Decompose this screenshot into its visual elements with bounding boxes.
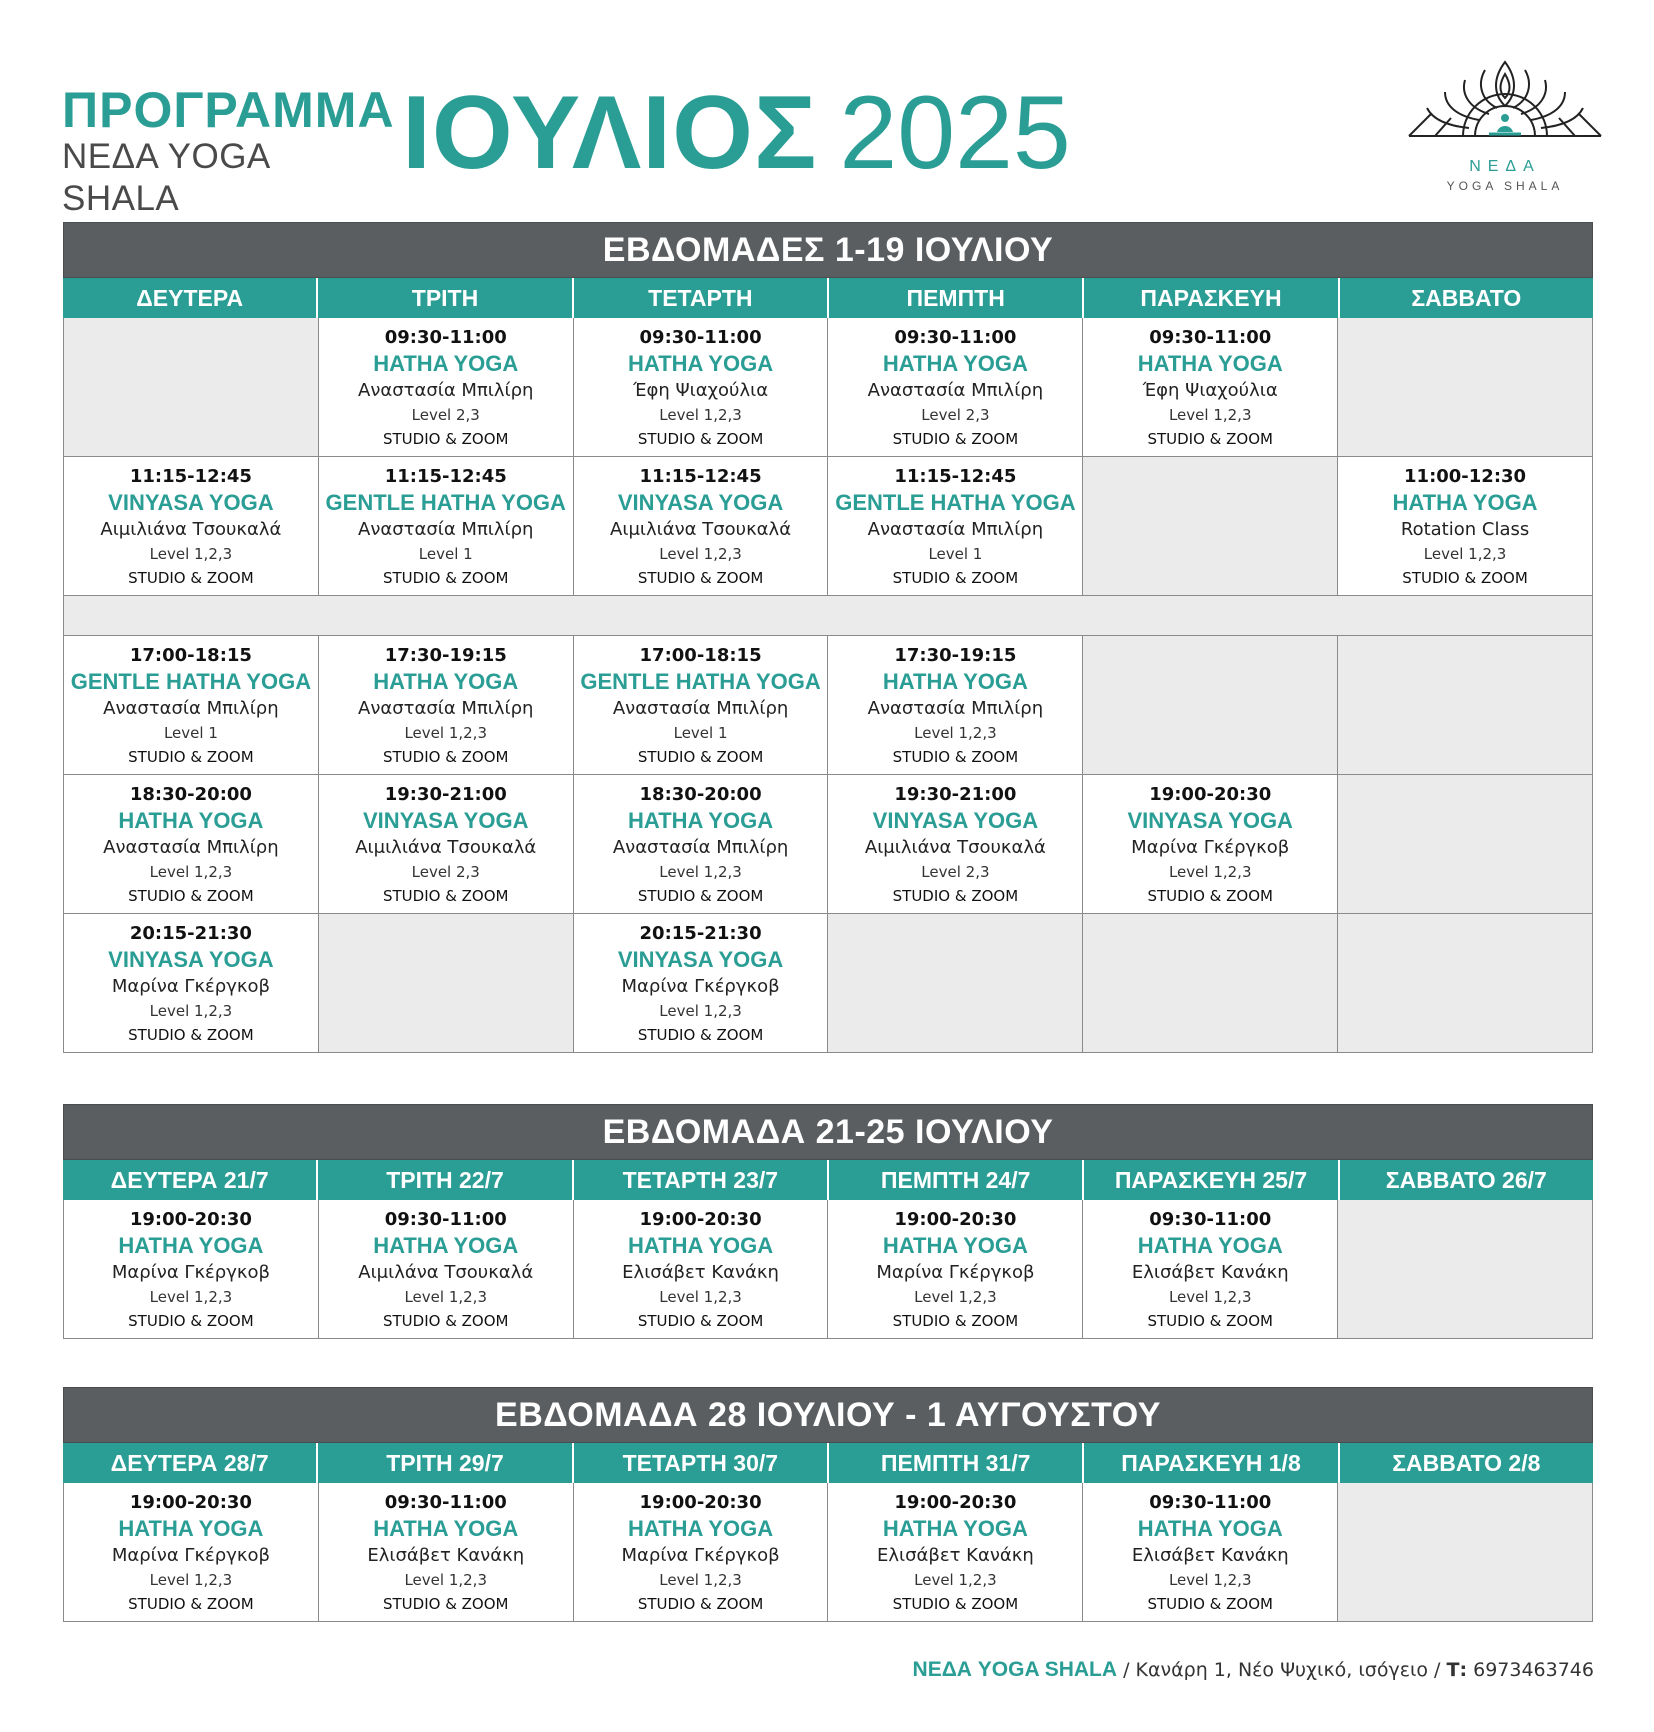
week-table-1-19 [63, 222, 1593, 1053]
class-name: HATHA YOGA [1392, 490, 1538, 515]
class-level: Level 1,2,3 [1168, 1571, 1252, 1589]
schedule-row [63, 636, 1593, 775]
class-time: 09:30-11:00 [384, 1492, 507, 1513]
day-header-row [63, 1160, 1593, 1200]
class-level: Level 1,2,3 [914, 724, 997, 742]
class-name: HATHA YOGA [628, 1516, 774, 1541]
class-level: Level 1 [673, 724, 728, 742]
class-mode: STUDIO & ZOOM [637, 887, 764, 905]
class-teacher: Αναστασία Μπιλίρη [103, 698, 279, 719]
empty-slot [1083, 914, 1338, 1053]
page-title [402, 75, 1071, 219]
schedule-row [63, 775, 1593, 914]
class-name: HATHA YOGA [882, 669, 1028, 694]
class-level: Level 1,2,3 [149, 1571, 233, 1589]
class-level: Level 1,2,3 [659, 545, 742, 563]
class-slot [1083, 318, 1338, 457]
class-level: Level 1 [163, 724, 218, 742]
class-time: 18:30-20:00 [129, 784, 252, 805]
schedule-row [63, 1200, 1593, 1339]
header-block [62, 82, 395, 220]
schedule-row [63, 318, 1593, 457]
class-name: VINYASA YOGA [617, 947, 784, 972]
class-level: Level 1,2,3 [1168, 863, 1252, 881]
class-mode: STUDIO & ZOOM [128, 569, 254, 587]
class-teacher: Μαρίνα Γκέργκοβ [876, 1262, 1035, 1283]
class-teacher: Έφη Ψιαχούλια [633, 380, 769, 401]
class-name: HATHA YOGA [373, 1516, 519, 1541]
class-name: HATHA YOGA [118, 1516, 264, 1541]
class-level: Level 1,2,3 [659, 1002, 742, 1020]
class-mode: STUDIO & ZOOM [892, 1595, 1019, 1613]
class-slot [574, 1483, 829, 1622]
empty-slot [1338, 1483, 1593, 1622]
class-teacher: Μαρίνα Γκέργκοβ [1131, 837, 1290, 858]
empty-slot [1338, 914, 1593, 1053]
class-teacher: Αναστασία Μπιλίρη [358, 380, 534, 401]
class-mode: STUDIO & ZOOM [637, 430, 764, 448]
empty-slot [1338, 636, 1593, 775]
empty-slot [64, 318, 319, 457]
class-time: 11:15-12:45 [384, 466, 507, 487]
day-header: ΠΕΜΠΤΗ 24/7 [829, 1160, 1084, 1200]
logo-name: ΝΕΔΑ [1469, 158, 1541, 175]
class-name: HATHA YOGA [373, 1233, 519, 1258]
empty-slot [1083, 636, 1338, 775]
class-time: 09:30-11:00 [894, 327, 1017, 348]
schedule-row [63, 1483, 1593, 1622]
class-teacher: Αναστασία Μπιλίρη [612, 837, 789, 858]
class-slot [64, 457, 319, 596]
class-mode: STUDIO & ZOOM [382, 569, 509, 587]
class-name: HATHA YOGA [628, 1233, 774, 1258]
class-teacher: Αναστασία Μπιλίρη [103, 837, 279, 858]
class-teacher: Ελισάβετ Κανάκη [1131, 1262, 1289, 1283]
class-slot [828, 1200, 1083, 1339]
class-slot [319, 318, 574, 457]
class-mode: STUDIO & ZOOM [892, 748, 1019, 766]
class-mode: STUDIO & ZOOM [892, 1312, 1019, 1330]
class-teacher: Αιμιλιάνα Τσουκαλά [610, 519, 792, 540]
class-mode: STUDIO & ZOOM [128, 887, 254, 905]
class-mode: STUDIO & ZOOM [892, 569, 1019, 587]
class-teacher: Μαρίνα Γκέργκοβ [621, 976, 780, 997]
footer-address: Κανάρη 1, Νέο Ψυχικό, ισόγειο [1135, 1659, 1429, 1681]
class-slot [828, 775, 1083, 914]
class-name: HATHA YOGA [1137, 1516, 1283, 1541]
class-level: Level 1,2,3 [149, 863, 233, 881]
day-header: ΤΕΤΑΡΤΗ 23/7 [574, 1160, 829, 1200]
day-header: ΔΕΥΤΕΡΑ 21/7 [63, 1160, 318, 1200]
class-slot [64, 914, 319, 1053]
class-teacher: Rotation Class [1400, 519, 1530, 540]
class-name: GENTLE HATHA YOGA [835, 490, 1076, 515]
class-mode: STUDIO & ZOOM [892, 430, 1019, 448]
schedule-row [63, 914, 1593, 1053]
class-time: 20:15-21:30 [639, 923, 762, 944]
class-name: HATHA YOGA [882, 351, 1028, 376]
class-name: VINYASA YOGA [872, 808, 1039, 833]
class-slot [828, 1483, 1083, 1622]
class-time: 19:00-20:30 [894, 1492, 1017, 1513]
class-level: Level 1,2,3 [659, 406, 742, 424]
class-teacher: Μαρίνα Γκέργκοβ [111, 976, 270, 997]
class-slot [1083, 1483, 1338, 1622]
class-time: 18:30-20:00 [639, 784, 762, 805]
empty-slot [1338, 1200, 1593, 1339]
class-name: GENTLE HATHA YOGA [325, 490, 566, 515]
day-header: ΣΑΒΒΑΤΟ [1411, 284, 1522, 311]
class-slot [574, 914, 829, 1053]
class-mode: STUDIO & ZOOM [128, 748, 254, 766]
day-header: ΠΕΜΠΤΗ 31/7 [829, 1443, 1084, 1483]
class-slot [319, 1483, 574, 1622]
day-header: ΣΑΒΒΑΤΟ 2/8 [1392, 1449, 1541, 1476]
class-teacher: Αναστασία Μπιλίρη [867, 519, 1044, 540]
class-mode: STUDIO & ZOOM [1147, 1595, 1273, 1613]
month-name: ΙΟΥΛΙΟΣ [402, 75, 818, 191]
class-level: Level 1 [928, 545, 983, 563]
class-mode: STUDIO & ZOOM [128, 1026, 254, 1044]
class-name: GENTLE HATHA YOGA [70, 669, 312, 694]
logo [1400, 52, 1610, 202]
class-time: 19:00-20:30 [639, 1492, 762, 1513]
class-name: HATHA YOGA [373, 669, 519, 694]
class-slot [574, 636, 829, 775]
week-title: ΕΒΔΟΜΑΔΑ 21-25 ΙΟΥΛΙΟΥ [63, 1104, 1593, 1160]
class-name: HATHA YOGA [628, 351, 774, 376]
schedule-row [63, 457, 1593, 596]
empty-slot [1338, 775, 1593, 914]
empty-slot [319, 914, 574, 1053]
class-slot [828, 318, 1083, 457]
class-mode: STUDIO & ZOOM [382, 1595, 509, 1613]
class-time: 11:15-12:45 [129, 466, 252, 487]
class-mode: STUDIO & ZOOM [382, 748, 509, 766]
class-time: 19:30-21:00 [894, 784, 1017, 805]
class-time: 19:00-20:30 [1149, 784, 1272, 805]
program-label: ΠΡΟΓΡΑΜΜΑ [62, 82, 395, 138]
class-slot [828, 457, 1083, 596]
class-time: 09:30-11:00 [639, 327, 762, 348]
class-time: 19:00-20:30 [894, 1209, 1017, 1230]
class-slot [574, 1200, 829, 1339]
day-header: ΔΕΥΤΕΡΑ 28/7 [63, 1443, 318, 1483]
class-level: Level 2,3 [411, 406, 480, 424]
class-level: Level 1,2,3 [659, 1288, 742, 1306]
day-header: ΤΡΙΤΗ 22/7 [318, 1160, 573, 1200]
class-time: 20:15-21:30 [129, 923, 252, 944]
class-slot [1083, 1200, 1338, 1339]
class-level: Level 1,2,3 [659, 1571, 742, 1589]
week-table-28-1 [63, 1387, 1593, 1622]
class-time: 09:30-11:00 [1149, 1209, 1272, 1230]
footer-brand: ΝΕΔΑ YOGA SHALA [912, 1658, 1118, 1681]
day-header: ΠΑΡΑΣΚΕΥΗ 25/7 [1084, 1160, 1339, 1200]
day-header: ΔΕΥΤΕΡΑ [63, 278, 318, 318]
class-teacher: Αιμιλιάνα Τσουκαλά [864, 837, 1046, 858]
class-slot [1338, 457, 1593, 596]
class-teacher: Μαρίνα Γκέργκοβ [111, 1262, 270, 1283]
class-teacher: Μαρίνα Γκέργκοβ [111, 1545, 270, 1566]
footer-phone: 6973463746 [1467, 1659, 1594, 1681]
class-teacher: Αναστασία Μπιλίρη [358, 519, 534, 540]
week-title: ΕΒΔΟΜΑΔΕΣ 1-19 ΙΟΥΛΙΟΥ [63, 222, 1593, 278]
class-name: HATHA YOGA [628, 808, 774, 833]
class-mode: STUDIO & ZOOM [382, 430, 509, 448]
break-row [63, 596, 1593, 636]
class-time: 19:00-20:30 [129, 1492, 252, 1513]
day-header: ΤΕΤΑΡΤΗ [574, 278, 829, 318]
footer [913, 1658, 1594, 1682]
class-name: HATHA YOGA [373, 351, 519, 376]
class-teacher: Ελισάβετ Κανάκη [1131, 1545, 1289, 1566]
month-year: 2025 [839, 75, 1071, 191]
class-teacher: Αναστασία Μπιλίρη [867, 380, 1044, 401]
class-name: GENTLE HATHA YOGA [580, 669, 821, 694]
class-name: VINYASA YOGA [108, 490, 274, 515]
class-time: 11:15-12:45 [894, 466, 1017, 487]
class-teacher: Ελισάβετ Κανάκη [622, 1262, 779, 1283]
class-slot [574, 318, 829, 457]
class-level: Level 1,2,3 [1168, 406, 1252, 424]
day-header-row [63, 278, 1593, 318]
class-time: 09:30-11:00 [1149, 327, 1272, 348]
footer-separator: / [1117, 1659, 1136, 1681]
class-mode: STUDIO & ZOOM [1402, 569, 1528, 587]
class-name: VINYASA YOGA [617, 490, 784, 515]
empty-slot [1338, 318, 1593, 457]
class-mode: STUDIO & ZOOM [637, 569, 764, 587]
class-name: VINYASA YOGA [108, 947, 274, 972]
class-time: 09:30-11:00 [1149, 1492, 1272, 1513]
class-mode: STUDIO & ZOOM [128, 1312, 254, 1330]
week-title: ΕΒΔΟΜΑΔΑ 28 ΙΟΥΛΙΟΥ - 1 ΑΥΓΟΥΣΤΟΥ [63, 1387, 1593, 1443]
class-mode: STUDIO & ZOOM [1147, 1312, 1273, 1330]
class-name: VINYASA YOGA [363, 808, 529, 833]
class-level: Level 1,2,3 [914, 1571, 997, 1589]
class-mode: STUDIO & ZOOM [892, 887, 1019, 905]
day-header: ΠΕΜΠΤΗ [829, 278, 1084, 318]
class-teacher: Ελισάβετ Κανάκη [367, 1545, 525, 1566]
class-slot [1083, 775, 1338, 914]
class-name: HATHA YOGA [118, 1233, 264, 1258]
class-slot [319, 1200, 574, 1339]
class-teacher: Αιμιλάνα Τσουκαλά [358, 1262, 534, 1283]
class-teacher: Αναστασία Μπιλίρη [358, 698, 534, 719]
footer-phone-label: Τ: [1446, 1659, 1468, 1681]
class-level: Level 1,2,3 [149, 1288, 233, 1306]
day-header: ΠΑΡΑΣΚΕΥΗ [1084, 278, 1339, 318]
day-header: ΠΑΡΑΣΚΕΥΗ 1/8 [1084, 1443, 1339, 1483]
class-slot [64, 1483, 319, 1622]
class-name: HATHA YOGA [1137, 1233, 1283, 1258]
class-name: HATHA YOGA [1137, 351, 1283, 376]
class-teacher: Αναστασία Μπιλίρη [612, 698, 789, 719]
empty-slot [828, 914, 1083, 1053]
class-mode: STUDIO & ZOOM [637, 748, 764, 766]
class-mode: STUDIO & ZOOM [382, 1312, 509, 1330]
class-teacher: Ελισάβετ Κανάκη [877, 1545, 1034, 1566]
class-level: Level 1,2,3 [659, 863, 742, 881]
logo-sub: YOGA SHALA [1446, 179, 1564, 193]
class-teacher: Μαρίνα Γκέργκοβ [621, 1545, 780, 1566]
class-slot [828, 636, 1083, 775]
class-mode: STUDIO & ZOOM [128, 1595, 254, 1613]
class-level: Level 1,2,3 [1168, 1288, 1252, 1306]
lotus-logo-icon [1405, 52, 1605, 152]
class-time: 19:30-21:00 [384, 784, 507, 805]
class-name: VINYASA YOGA [1127, 808, 1293, 833]
class-time: 17:00-18:15 [639, 645, 762, 666]
class-time: 11:00-12:30 [1404, 466, 1527, 487]
class-slot [574, 775, 829, 914]
day-header: ΤΕΤΑΡΤΗ 30/7 [574, 1443, 829, 1483]
class-mode: STUDIO & ZOOM [1147, 430, 1273, 448]
class-time: 19:00-20:30 [639, 1209, 762, 1230]
class-slot [319, 636, 574, 775]
class-level: Level 1,2,3 [914, 1288, 997, 1306]
class-slot [319, 457, 574, 596]
class-level: Level 1,2,3 [149, 1002, 233, 1020]
class-level: Level 1,2,3 [404, 724, 487, 742]
class-time: 09:30-11:00 [384, 1209, 507, 1230]
class-time: 11:15-12:45 [639, 466, 762, 487]
class-mode: STUDIO & ZOOM [382, 887, 509, 905]
class-mode: STUDIO & ZOOM [637, 1312, 764, 1330]
studio-label: ΝΕΔΑ YOGA SHALA [62, 137, 269, 218]
day-header-row [63, 1443, 1593, 1483]
class-name: HATHA YOGA [882, 1516, 1028, 1541]
class-time: 09:30-11:00 [384, 327, 507, 348]
class-level: Level 2,3 [921, 863, 990, 881]
class-time: 17:30-19:15 [894, 645, 1017, 666]
class-name: HATHA YOGA [118, 808, 264, 833]
class-mode: STUDIO & ZOOM [637, 1595, 764, 1613]
class-time: 19:00-20:30 [129, 1209, 252, 1230]
class-level: Level 2,3 [411, 863, 480, 881]
class-level: Level 1,2,3 [404, 1571, 487, 1589]
class-teacher: Αιμιλιάνα Τσουκαλά [355, 837, 537, 858]
footer-separator: / [1428, 1659, 1447, 1681]
class-teacher: Αιμιλιάνα Τσουκαλά [100, 519, 282, 540]
class-time: 17:30-19:15 [384, 645, 507, 666]
class-level: Level 1,2,3 [1423, 545, 1507, 563]
week-table-21-25 [63, 1104, 1593, 1339]
class-time: 17:00-18:15 [129, 645, 252, 666]
class-slot [64, 636, 319, 775]
class-mode: STUDIO & ZOOM [637, 1026, 764, 1044]
class-level: Level 1,2,3 [149, 545, 233, 563]
class-slot [319, 775, 574, 914]
class-level: Level 1 [418, 545, 473, 563]
empty-slot [1083, 457, 1338, 596]
class-name: HATHA YOGA [882, 1233, 1028, 1258]
class-level: Level 1,2,3 [404, 1288, 487, 1306]
class-slot [64, 775, 319, 914]
day-header: ΤΡΙΤΗ 29/7 [318, 1443, 573, 1483]
class-teacher: Έφη Ψιαχούλια [1142, 380, 1278, 401]
class-teacher: Αναστασία Μπιλίρη [867, 698, 1044, 719]
day-header: ΣΑΒΒΑΤΟ 26/7 [1385, 1166, 1547, 1193]
class-mode: STUDIO & ZOOM [1147, 887, 1273, 905]
class-slot [64, 1200, 319, 1339]
class-level: Level 2,3 [921, 406, 990, 424]
day-header: ΤΡΙΤΗ [318, 278, 573, 318]
class-slot [574, 457, 829, 596]
